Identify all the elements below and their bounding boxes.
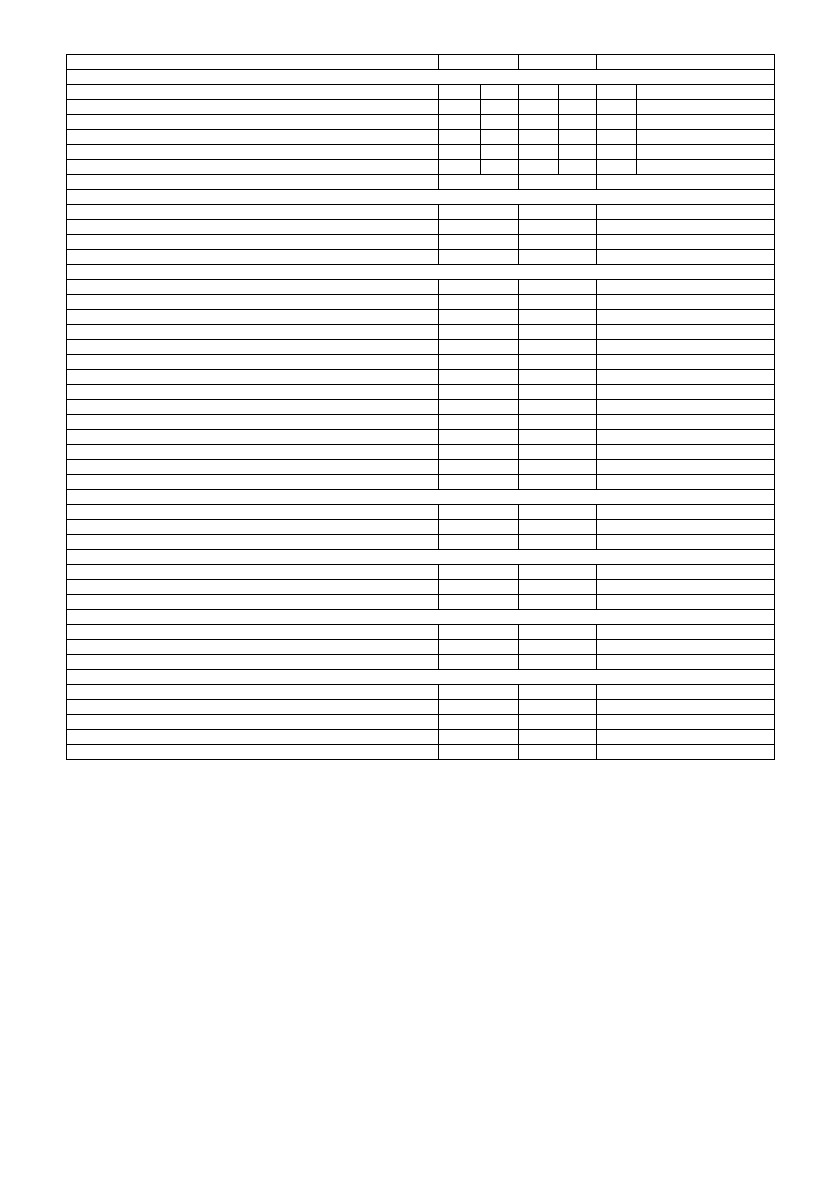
- table-cell: [637, 100, 775, 115]
- table-row: [67, 685, 775, 700]
- table-cell: [481, 160, 519, 175]
- table-cell: [67, 520, 439, 535]
- table-cell: [519, 340, 597, 355]
- table-cell: [519, 475, 597, 490]
- table-cell: [439, 160, 481, 175]
- table-row: [67, 580, 775, 595]
- table-cell: [67, 205, 439, 220]
- table-cell: [597, 745, 775, 760]
- table-row: [67, 640, 775, 655]
- table-cell: [439, 625, 519, 640]
- table-cell: [439, 415, 519, 430]
- table-cell: [519, 715, 597, 730]
- table-row: [67, 595, 775, 610]
- table-cell: [439, 175, 519, 190]
- table-cell: [67, 235, 439, 250]
- table-cell: [597, 580, 775, 595]
- table-cell: [67, 370, 439, 385]
- table-cell: [597, 130, 637, 145]
- table-cell: [67, 325, 439, 340]
- table-cell: [597, 355, 775, 370]
- table-cell: [439, 280, 519, 295]
- table-cell: [519, 505, 597, 520]
- table-cell: [439, 130, 481, 145]
- table-cell: [519, 580, 597, 595]
- section-band: [67, 610, 775, 625]
- table-cell: [597, 460, 775, 475]
- table-row: [67, 670, 775, 685]
- table-cell: [439, 730, 519, 745]
- table-row: [67, 715, 775, 730]
- table-cell: [519, 430, 597, 445]
- table-cell: [439, 535, 519, 550]
- table-cell: [519, 745, 597, 760]
- table-cell: [67, 160, 439, 175]
- table-cell: [67, 340, 439, 355]
- table-cell: [439, 220, 519, 235]
- table-cell: [597, 625, 775, 640]
- table-cell: [519, 235, 597, 250]
- table-cell: [519, 295, 597, 310]
- table-cell: [67, 430, 439, 445]
- table-row: [67, 55, 775, 70]
- table-cell: [597, 655, 775, 670]
- table-cell: [597, 535, 775, 550]
- table-cell: [439, 595, 519, 610]
- table-cell: [597, 640, 775, 655]
- table-cell: [597, 715, 775, 730]
- table-row: [67, 535, 775, 550]
- table-cell: [559, 100, 597, 115]
- table-cell: [519, 700, 597, 715]
- table-cell: [67, 505, 439, 520]
- table-cell: [597, 115, 637, 130]
- table-cell: [637, 130, 775, 145]
- table-cell: [637, 160, 775, 175]
- table-cell: [439, 55, 519, 70]
- table-row: [67, 325, 775, 340]
- table-cell: [67, 730, 439, 745]
- table-cell: [439, 235, 519, 250]
- data-table: [66, 54, 775, 760]
- table-cell: [519, 640, 597, 655]
- table-cell: [67, 580, 439, 595]
- table-cell: [519, 565, 597, 580]
- table-cell: [519, 100, 559, 115]
- table-cell: [439, 295, 519, 310]
- table-cell: [519, 220, 597, 235]
- table-row: [67, 745, 775, 760]
- table-cell: [481, 130, 519, 145]
- table-row: [67, 565, 775, 580]
- table-row: [67, 370, 775, 385]
- section-band: [67, 265, 775, 280]
- table-cell: [439, 715, 519, 730]
- table-cell: [637, 85, 775, 100]
- table-row: [67, 430, 775, 445]
- table-row: [67, 475, 775, 490]
- table-cell: [597, 520, 775, 535]
- table-row: [67, 100, 775, 115]
- table-cell: [67, 415, 439, 430]
- table-row: [67, 115, 775, 130]
- table-cell: [439, 400, 519, 415]
- table-row: [67, 145, 775, 160]
- table-row: [67, 700, 775, 715]
- table-cell: [481, 145, 519, 160]
- table-row: [67, 160, 775, 175]
- table-row: [67, 490, 775, 505]
- table-cell: [439, 430, 519, 445]
- table-cell: [519, 325, 597, 340]
- section-band: [67, 190, 775, 205]
- table-cell: [519, 355, 597, 370]
- table-cell: [597, 340, 775, 355]
- table-cell: [67, 310, 439, 325]
- table-cell: [439, 580, 519, 595]
- table-cell: [67, 400, 439, 415]
- table-cell: [67, 655, 439, 670]
- table-cell: [67, 595, 439, 610]
- table-cell: [67, 625, 439, 640]
- table-cell: [519, 115, 559, 130]
- table-cell: [67, 55, 439, 70]
- section-band: [67, 670, 775, 685]
- table-row: [67, 625, 775, 640]
- table-cell: [519, 385, 597, 400]
- table-cell: [637, 115, 775, 130]
- table-row: [67, 175, 775, 190]
- table-cell: [67, 640, 439, 655]
- table-row: [67, 265, 775, 280]
- table-cell: [439, 355, 519, 370]
- table-cell: [67, 475, 439, 490]
- table-cell: [597, 85, 637, 100]
- table-row: [67, 355, 775, 370]
- table-cell: [67, 145, 439, 160]
- table-cell: [519, 250, 597, 265]
- table-row: [67, 520, 775, 535]
- table-cell: [597, 475, 775, 490]
- table-cell: [439, 655, 519, 670]
- table-row: [67, 310, 775, 325]
- table-cell: [67, 250, 439, 265]
- table-cell: [439, 115, 481, 130]
- table-cell: [519, 370, 597, 385]
- table-row: [67, 280, 775, 295]
- table-cell: [559, 145, 597, 160]
- table-cell: [439, 340, 519, 355]
- table-row: [67, 205, 775, 220]
- table-cell: [597, 295, 775, 310]
- table-cell: [439, 85, 481, 100]
- table-cell: [67, 685, 439, 700]
- table-cell: [597, 685, 775, 700]
- table-cell: [597, 280, 775, 295]
- table-cell: [67, 385, 439, 400]
- section-band: [67, 490, 775, 505]
- table-cell: [439, 520, 519, 535]
- table-cell: [519, 55, 597, 70]
- table-cell: [439, 640, 519, 655]
- section-band: [67, 70, 775, 85]
- table-cell: [519, 535, 597, 550]
- table-cell: [67, 295, 439, 310]
- table-cell: [519, 400, 597, 415]
- table-cell: [67, 280, 439, 295]
- table-cell: [597, 370, 775, 385]
- table-cell: [519, 130, 559, 145]
- table-cell: [597, 220, 775, 235]
- table-row: [67, 130, 775, 145]
- table-cell: [519, 145, 559, 160]
- table-cell: [439, 475, 519, 490]
- table-cell: [519, 205, 597, 220]
- table-cell: [519, 310, 597, 325]
- table-cell: [439, 685, 519, 700]
- table-cell: [519, 445, 597, 460]
- table-cell: [597, 400, 775, 415]
- table-row: [67, 190, 775, 205]
- table-cell: [67, 745, 439, 760]
- table-cell: [67, 700, 439, 715]
- table-cell: [67, 85, 439, 100]
- table-cell: [597, 55, 775, 70]
- table-cell: [597, 445, 775, 460]
- table-row: [67, 460, 775, 475]
- table-cell: [559, 130, 597, 145]
- table-cell: [519, 460, 597, 475]
- table-cell: [597, 595, 775, 610]
- table-row: [67, 85, 775, 100]
- table-row: [67, 70, 775, 85]
- table-row: [67, 610, 775, 625]
- table-cell: [439, 505, 519, 520]
- table-cell: [439, 460, 519, 475]
- table-cell: [67, 100, 439, 115]
- table-cell: [67, 445, 439, 460]
- table-cell: [597, 310, 775, 325]
- table-cell: [67, 175, 439, 190]
- table-cell: [597, 565, 775, 580]
- table-cell: [67, 460, 439, 475]
- table-body: [67, 55, 775, 760]
- table-cell: [559, 85, 597, 100]
- table-row: [67, 655, 775, 670]
- table-row: [67, 385, 775, 400]
- table-cell: [597, 250, 775, 265]
- table-cell: [439, 700, 519, 715]
- table-cell: [67, 130, 439, 145]
- table-cell: [439, 445, 519, 460]
- table-cell: [597, 385, 775, 400]
- table-cell: [519, 160, 559, 175]
- table-cell: [519, 175, 597, 190]
- table-cell: [439, 145, 481, 160]
- table-cell: [67, 355, 439, 370]
- table-row: [67, 340, 775, 355]
- table-cell: [519, 685, 597, 700]
- table-row: [67, 235, 775, 250]
- table-cell: [439, 205, 519, 220]
- table-cell: [519, 280, 597, 295]
- table-cell: [519, 625, 597, 640]
- table-cell: [559, 115, 597, 130]
- table-cell: [597, 730, 775, 745]
- table-cell: [481, 115, 519, 130]
- table-row: [67, 445, 775, 460]
- table-cell: [519, 85, 559, 100]
- table-cell: [519, 655, 597, 670]
- table-cell: [67, 565, 439, 580]
- table-cell: [439, 565, 519, 580]
- table-cell: [597, 175, 775, 190]
- table-cell: [439, 325, 519, 340]
- table-cell: [481, 85, 519, 100]
- table-cell: [439, 250, 519, 265]
- table-row: [67, 505, 775, 520]
- table-cell: [597, 700, 775, 715]
- section-band: [67, 550, 775, 565]
- table-cell: [67, 115, 439, 130]
- table-cell: [481, 100, 519, 115]
- table-cell: [597, 160, 637, 175]
- table-cell: [67, 220, 439, 235]
- table-cell: [67, 715, 439, 730]
- table-cell: [439, 310, 519, 325]
- table-row: [67, 400, 775, 415]
- table-cell: [597, 235, 775, 250]
- table-cell: [439, 370, 519, 385]
- table-cell: [597, 505, 775, 520]
- table-cell: [597, 430, 775, 445]
- table-row: [67, 250, 775, 265]
- table-cell: [597, 325, 775, 340]
- table-cell: [597, 415, 775, 430]
- table-cell: [439, 745, 519, 760]
- table-row: [67, 730, 775, 745]
- table-sheet: [66, 54, 774, 760]
- table-cell: [597, 205, 775, 220]
- table-cell: [67, 535, 439, 550]
- table-row: [67, 415, 775, 430]
- table-cell: [597, 145, 637, 160]
- table-cell: [439, 100, 481, 115]
- table-cell: [519, 730, 597, 745]
- table-cell: [637, 145, 775, 160]
- table-row: [67, 220, 775, 235]
- table-row: [67, 550, 775, 565]
- table-cell: [519, 520, 597, 535]
- table-cell: [519, 595, 597, 610]
- table-row: [67, 295, 775, 310]
- table-cell: [519, 415, 597, 430]
- table-cell: [597, 100, 637, 115]
- table-cell: [439, 385, 519, 400]
- table-cell: [559, 160, 597, 175]
